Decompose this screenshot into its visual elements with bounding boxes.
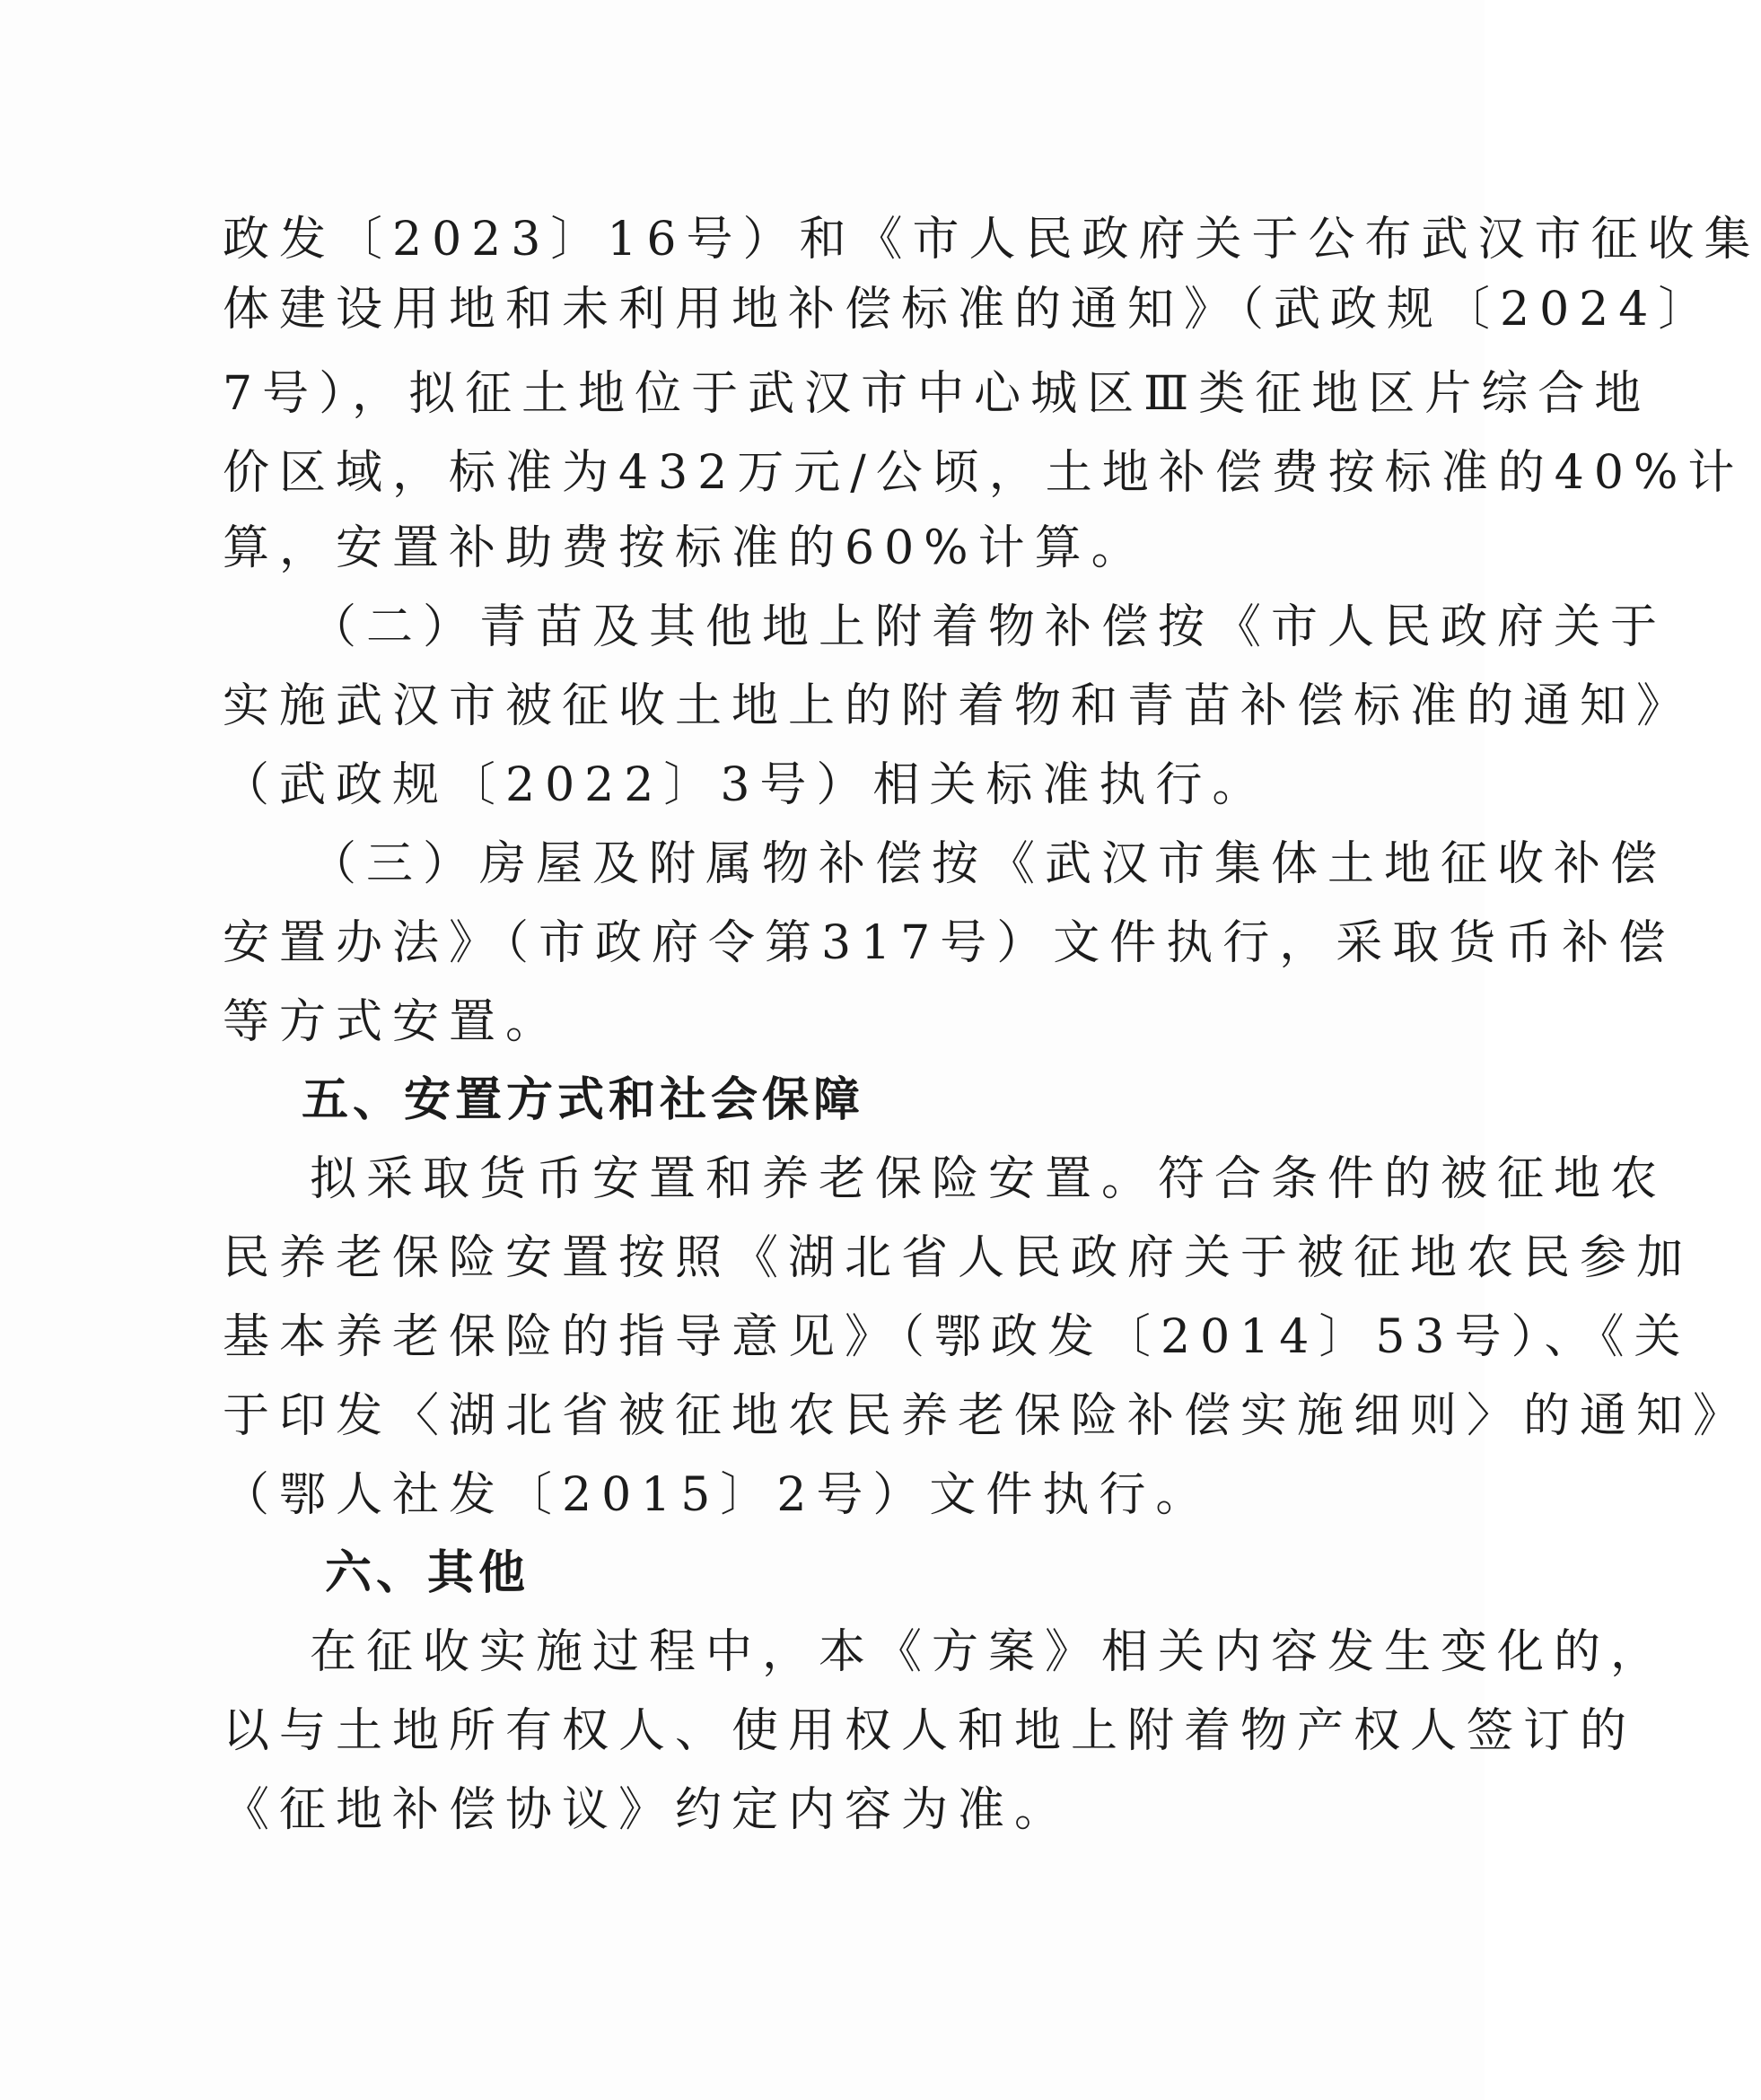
paragraph-line: 算，安置补助费按标准的60%计算。 [223, 521, 1148, 575]
paragraph-line: （二）青苗及其他地上附着物补偿按《市人民政府关于 [310, 600, 1668, 654]
paragraph-line: 政发〔2023〕16号）和《市人民政府关于公布武汉市征收集 [223, 213, 1761, 267]
paragraph-line: 于印发〈湖北省被征地农民养老保险补偿实施细则〉的通知》 [223, 1389, 1750, 1443]
paragraph-line: 体建设用地和未利用地补偿标准的通知》（武政规〔2024〕 [223, 283, 1715, 337]
paragraph-line: 实施武汉市被征收土地上的附着物和青苗补偿标准的通知》 [223, 679, 1694, 733]
paragraph-line: 在征收实施过程中，本《方案》相关内容发生变化的， [310, 1625, 1668, 1679]
paragraph-line: 价区域，标准为432万元/公顷，土地补偿费按标准的40%计 [223, 446, 1745, 500]
paragraph-line: 拟采取货币安置和养老保险安置。符合条件的被征地农 [310, 1152, 1668, 1206]
paragraph-line: （鄂人社发〔2015〕2号）文件执行。 [223, 1468, 1213, 1522]
paragraph-line: 以与土地所有权人、使用权人和地上附着物产权人签订的 [223, 1704, 1637, 1758]
paragraph-line: （三）房屋及附属物补偿按《武汉市集体土地征收补偿 [310, 837, 1668, 891]
section-heading: 五、安置方式和社会保障 [302, 1073, 865, 1127]
paragraph-line: 等方式安置。 [223, 995, 563, 1049]
paragraph-line: （武政规〔2022〕3号）相关标准执行。 [223, 758, 1269, 812]
paragraph-line: 民养老保险安置按照《湖北省人民政府关于被征地农民参加 [223, 1231, 1694, 1285]
paragraph-line: 基本养老保险的指导意见》（鄂政发〔2014〕53号）、《关 [223, 1310, 1691, 1364]
paragraph-line: 安置办法》（市政府令第317号）文件执行，采取货币补偿 [223, 916, 1676, 970]
section-heading: 六、其他 [325, 1546, 530, 1600]
paragraph-line: 《征地补偿协议》约定内容为准。 [223, 1783, 1072, 1837]
paragraph-line: 7号），拟征土地位于武汉市中心城区Ⅲ类征地区片综合地 [223, 367, 1651, 421]
